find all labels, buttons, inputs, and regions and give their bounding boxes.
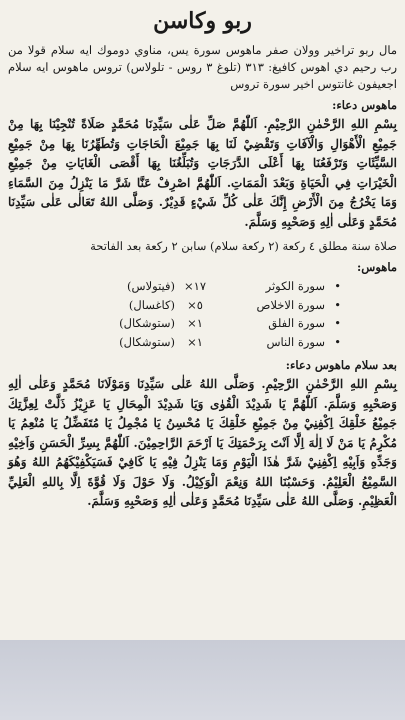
list-item xyxy=(8,314,341,333)
sura-name: سورة الناس xyxy=(266,334,325,349)
bullet-icon: • xyxy=(334,297,341,312)
sura-note: (كاغسال) xyxy=(128,297,175,312)
bullet-icon: • xyxy=(334,279,341,293)
sura-count: ×٥ xyxy=(187,297,203,312)
prayer-line: صلاة سنة مطلق ٤ ركعة (٢ ركعة سلام) سابن ٢ ركعة بعد الفاتحة xyxy=(90,239,397,253)
sura-name: سورة الفلق xyxy=(268,316,325,330)
sura-note: (ستوشكال) xyxy=(119,316,175,330)
recitation-list xyxy=(8,277,397,351)
list-item xyxy=(8,333,341,352)
bullet-icon: • xyxy=(334,334,341,349)
sura-count: ×١٧ xyxy=(184,279,206,293)
sura-name: سورة الاخلاص xyxy=(256,297,325,312)
intro-paragraph: مال ربو تراخير وولان صفر ماهوس سورة يس، مناوي دوموك ايه سلام قولا من رب رحيم دي اهوس كافيغ: ٣١٣ (تلوغ ٣ روس - تلولاس) تروس ماهوس ايه سلام اجعيفون غانتوس اخير سورة تروس xyxy=(8,43,397,91)
doa-text: بِسْمِ اللهِ الرَّحْمٰنِ الرَّحِيْمِ. اَللّٰهُمَّ صَلِّ عَلٰى سَيِّدِنَا مُحَمَّدٍ صَلَاةً تُنْجِيْنَا بِهَا مِنْ جَمِيْعِ الْأَهْوَالِ وَالْآفَاتِ وَتَقْضِيْ لَنَا بِهَا جَمِيْعَ الْحَاجَاتِ وَتُطَهِّرُنَا بِهَا مِنْ جَمِيْعِ السَّيِّئَاتِ وَتَرْفَعُنَا بِهَا أَعْلَى الدَّرَجَاتِ وَتُبَلِّغُنَا بِهَا أَقْصَى الْغَايَاتِ مِنْ جَمِيْعِ الْخَيْرَاتِ فِي الْحَيَاةِ وَبَعْدَ الْمَمَاتِ. اَللّٰهُمَّ اصْرِفْ عَنَّا شَرَّ مَا يَنْزِلُ مِنَ السَّمَاءِ وَمَا يَخْرُجُ مِنَ الْأَرْضِ إِنَّكَ عَلٰى كُلِّ شَيْءٍ قَدِيْرٌ. وَصَلَّى اللهُ تَعَالٰى عَلٰى سَيِّدِنَا مُحَمَّدٍ وَعَلٰى اٰلِهِ وَصَحْبِهِ وَسَلَّمَ. xyxy=(8,117,397,229)
recite-label: ماهوس: xyxy=(357,260,397,274)
after-salam-doa-text: بِسْمِ اللهِ الرَّحْمٰنِ الرَّحِيْمِ. وَصَلَّى اللهُ عَلٰى سَيِّدِنَا وَمَوْلَانَا مُحَمَّدٍ وَعَلٰى اٰلِهِ وَصَحْبِهِ وَسَلَّمَ. اَللّٰهُمَّ يَا شَدِيْدَ الْقُوٰى وَيَا شَدِيْدَ الْمِحَالِ يَا عَزِيْزُ ذَلَّتْ لِعِزَّتِكَ جَمِيْعُ خَلْقِكَ اِكْفِنِيْ مِنْ جَمِيْعِ خَلْقِكَ يَا مُحْسِنُ يَا مُجْمِلُ يَا مُتَفَضِّلُ يَا مُنْعِمُ يَا مُكْرِمُ يَا مَنْ لَا اِلٰهَ اِلَّا اَنْتَ بِرَحْمَتِكَ يَا اَرْحَمَ الرَّاحِمِيْنَ. اَللّٰهُمَّ بِسِرِّ الْحَسَنِ وَاَخِيْهِ وَجَدِّهِ وَاَبِيْهِ اِكْفِنِيْ شَرَّ هٰذَا الْيَوْمِ وَمَا يَنْزِلُ فِيْهِ يَا كَافِيْ فَسَيَكْفِيْكَهُمُ اللهُ وَهُوَ السَّمِيْعُ الْعَلِيْمُ. وَحَسْبُنَا اللهُ وَنِعْمَ الْوَكِيْلُ. وَلَا حَوْلَ وَلَا قُوَّةَ اِلَّا بِاللهِ الْعَلِيِّ الْعَظِيْمِ. وَصَلَّى اللهُ عَلٰى سَيِّدِنَا مُحَمَّدٍ وَعَلٰى اٰلِهِ وَصَحْبِهِ وَسَلَّمَ. xyxy=(8,377,397,508)
sura-note: (ستوشكال) xyxy=(119,334,175,349)
after-salam-label: بعد سلام ماهوس دعاء: xyxy=(285,358,397,372)
list-item xyxy=(8,296,341,315)
bullet-icon: • xyxy=(334,316,341,330)
sura-count: ×١ xyxy=(187,316,203,330)
page-title: ربو وكاسن xyxy=(153,8,252,34)
sura-name: سورة الكوثر xyxy=(265,279,325,293)
list-item xyxy=(8,277,341,296)
sura-count: ×١ xyxy=(187,334,203,349)
sura-note: (فيتولاس) xyxy=(127,279,175,293)
background-area xyxy=(0,640,405,720)
doa-label: ماهوس دعاء: xyxy=(332,98,397,112)
